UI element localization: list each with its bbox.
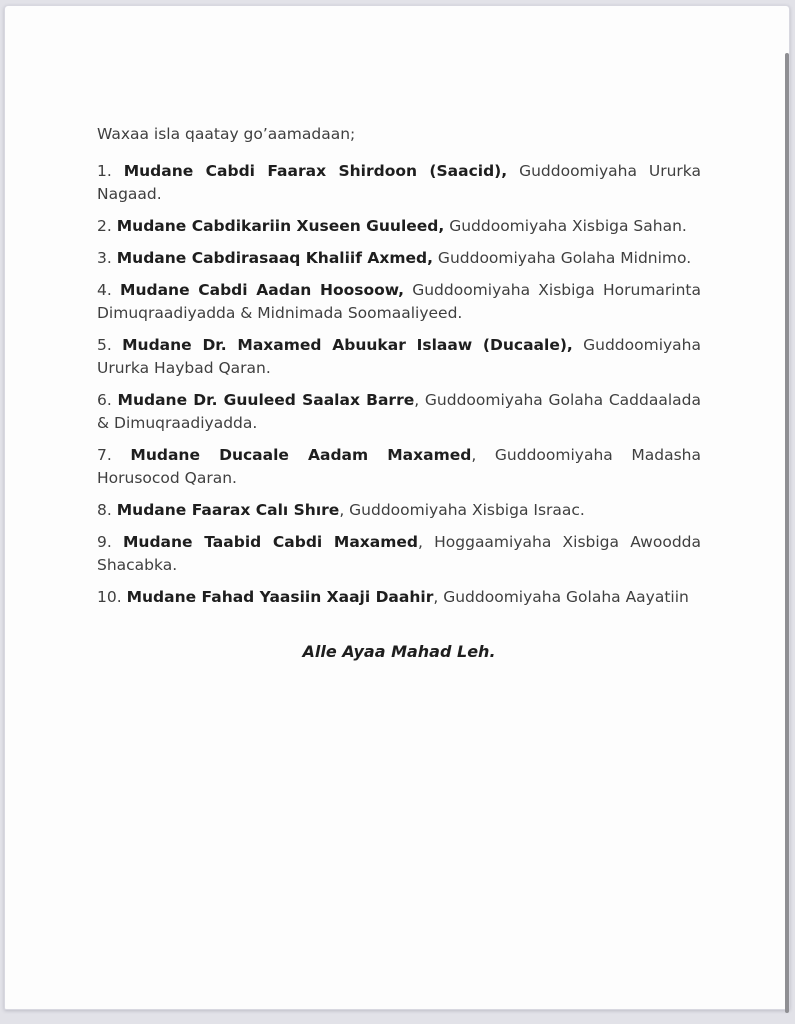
vertical-scrollbar-thumb[interactable] <box>785 53 789 1013</box>
item-name: Mudane Cabdi Aadan Hoosoow, <box>120 281 404 299</box>
list-item <box>97 531 701 577</box>
item-title: Guddoomiyaha Xisbiga Sahan. <box>444 217 687 235</box>
item-title: , Guddoomiyaha Xisbiga Israac. <box>339 501 585 519</box>
list-item <box>97 586 701 609</box>
list-item <box>97 444 701 490</box>
item-title: Guddoomiyaha Golaha Midnimo. <box>433 249 692 267</box>
intro-line: Waxaa isla qaatay go’aamadaan; <box>97 125 356 143</box>
item-number: 1. <box>97 162 112 180</box>
item-number: 3. <box>97 249 112 267</box>
item-number: 8. <box>97 501 112 519</box>
item-title: , Guddoomiyaha Madasha Horusocod Qaran. <box>97 446 701 487</box>
item-title: Guddoomiyaha Xisbiga Horumarinta Dimuqraadiyadda & Midnimada Soomaaliyeed. <box>97 281 701 322</box>
item-name: Mudane Taabid Cabdi Maxamed <box>123 533 418 551</box>
item-number: 9. <box>97 533 112 551</box>
item-name: Mudane Cabdirasaaq Khaliif Axmed, <box>116 249 433 267</box>
document-page <box>4 5 790 1010</box>
item-name: Mudane Dr. Maxamed Abuukar Islaaw (Ducaale), <box>122 336 573 354</box>
document-content <box>5 6 789 663</box>
item-name: Mudane Fahad Yaasiin Xaaji Daahir <box>126 588 434 606</box>
item-name: Mudane Ducaale Aadam Maxamed <box>130 446 472 464</box>
item-number: 5. <box>97 336 112 354</box>
item-title: , Guddoomiyaha Golaha Aayatiin <box>433 588 689 606</box>
list-item <box>97 389 701 435</box>
item-name: Mudane Faarax Calı Shıre <box>116 501 340 519</box>
list-item <box>97 160 701 206</box>
signatory-list <box>97 160 701 609</box>
item-title: Guddoomiyaha Ururka Nagaad. <box>97 162 701 203</box>
list-item <box>97 279 701 325</box>
item-number: 10. <box>97 588 122 606</box>
list-item <box>97 215 701 238</box>
item-title: , Guddoomiyaha Golaha Caddaalada & Dimuqraadiyadda. <box>97 391 701 432</box>
item-name: Mudane Cabdi Faarax Shirdoon (Saacid), <box>123 162 508 180</box>
item-number: 4. <box>97 281 112 299</box>
list-item <box>97 334 701 380</box>
list-item <box>97 247 701 270</box>
item-number: 2. <box>97 217 112 235</box>
item-number: 6. <box>97 391 112 409</box>
item-number: 7. <box>97 446 112 464</box>
item-name: Mudane Cabdikariin Xuseen Guuleed, <box>116 217 445 235</box>
list-item <box>97 499 701 522</box>
item-name: Mudane Dr. Guuleed Saalax Barre <box>117 391 415 409</box>
closing-line: Alle Ayaa Mahad Leh. <box>302 642 496 661</box>
item-title: Guddoomiyaha Ururka Haybad Qaran. <box>97 336 701 377</box>
item-title: , Hoggaamiyaha Xisbiga Awoodda Shacabka. <box>97 533 701 574</box>
